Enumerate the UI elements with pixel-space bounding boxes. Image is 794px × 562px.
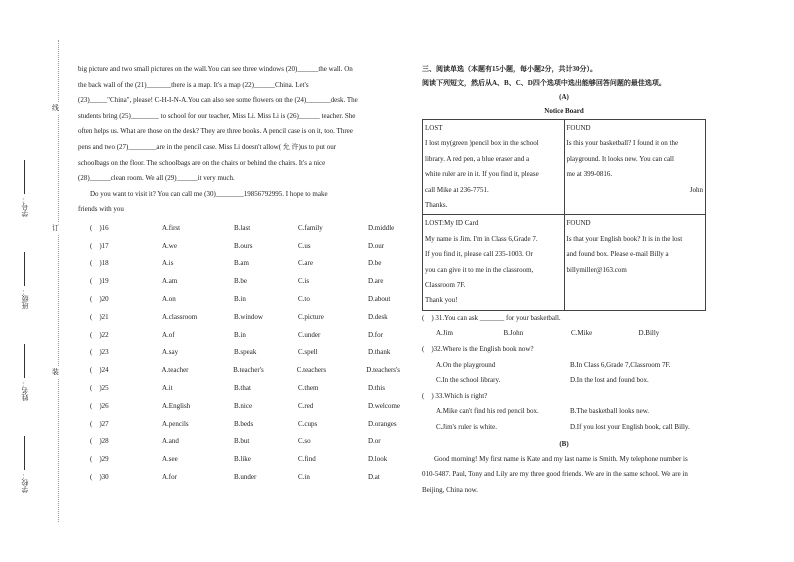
notice-line: white ruler are in it. If you find it, please (425, 170, 539, 179)
option-d: D.look (368, 455, 388, 464)
notice-line: library. A red pen, a blue eraser and a (425, 154, 530, 163)
binding-margin (0, 0, 72, 562)
option-b: B.speak (234, 348, 257, 357)
notice-board-title: Notice Board (544, 107, 584, 115)
question-number[interactable]: ( )21 (90, 312, 109, 321)
option-row-21 (78, 308, 400, 326)
option-c: C.them (298, 384, 319, 392)
option-a: A.on (162, 295, 176, 304)
notice-line: Thanks. (425, 201, 448, 210)
option-d: D.for (368, 330, 383, 339)
question-number[interactable]: ( )16 (90, 223, 109, 232)
option-row-16 (78, 219, 400, 237)
notice-line: Classroom 7F. (425, 281, 466, 290)
part-b-heading: (B) (559, 439, 569, 448)
option-c: C.are (298, 259, 313, 268)
option-row-20 (78, 290, 400, 308)
notice-line: Thank you! (425, 296, 458, 305)
option-a: A.is (162, 259, 174, 268)
option-c: C.under (298, 330, 321, 339)
option-a: A.of (162, 330, 175, 339)
question-33[interactable]: ( ) 33.Which is right? (422, 391, 488, 400)
cloze-line: students bring (25)________ to school for our teacher, Miss Li. Miss Li is (26)______ teacher. She (78, 111, 356, 120)
option-b: B.but (234, 437, 250, 446)
notice-found-english-book (564, 215, 706, 310)
notice-line: and found box. Please e-mail Billy a (566, 250, 669, 259)
option-c: C.in (298, 472, 310, 481)
number-label: 学号： (21, 196, 29, 217)
school-field[interactable] (20, 436, 30, 493)
option-c: C.us (298, 241, 311, 250)
option-b: B.under (234, 472, 257, 481)
option-a: A.Jim (436, 329, 453, 338)
binding-char-1: 线 (52, 104, 59, 112)
option-row-26 (78, 397, 400, 415)
option-a: A.On the playground (436, 360, 496, 369)
option-b: B.that (234, 384, 251, 392)
option-c: C.In the school library. (436, 376, 501, 385)
cloze-line: pens and two (27)________are in the pencil case. Miss Li doesn't allow( 允 许)us to put our (78, 142, 337, 151)
option-a: A.see (162, 455, 178, 464)
question-33-options-row-1 (422, 404, 706, 420)
question-31[interactable]: ( ) 31.You can ask _______ for your basketball. (422, 313, 561, 322)
binding-char-3: 装 (52, 368, 59, 376)
option-a: A.Mike can't find his red pencil box. (436, 407, 539, 416)
option-row-27 (78, 415, 400, 433)
option-b: B.teacher's (233, 366, 264, 375)
option-c: C.picture (298, 312, 324, 321)
section-instructions: 阅读下列短文，然后从A、B、C、D四个选项中选出能够回答问题的最佳选项。 (422, 79, 666, 87)
option-c: C.cups (298, 419, 318, 428)
option-d: D.at (368, 472, 380, 481)
option-c: C.to (298, 295, 310, 304)
part-a-heading: (A) (559, 93, 569, 101)
notice-line: me at 399-0816. (566, 170, 613, 179)
option-a: A.first (162, 223, 181, 232)
binding-char-2: 订 (52, 224, 59, 232)
passage-b-line: Good morning! My first name is Kate and my last name is Smith. My telephone number is (434, 454, 688, 463)
option-c: C.red (297, 401, 314, 410)
option-b: B.In Class 6,Grade 7,Classroom 7F. (570, 360, 671, 369)
option-row-25 (78, 379, 400, 397)
question-number[interactable]: ( )26 (90, 401, 109, 410)
closing-line: Do you want to visit it? You can call me (30)________19856792995. I hope to make (90, 189, 328, 198)
option-a: A.and (162, 437, 179, 446)
option-d: D.In the lost and found box. (570, 376, 649, 385)
notice-signature: John (689, 185, 703, 194)
options-list (78, 219, 400, 486)
notice-line: My name is Jim. I'm in Class 6,Grade 7. (425, 234, 538, 243)
option-row-19 (78, 272, 400, 290)
option-b: B.window (234, 312, 263, 321)
question-number[interactable]: ( )27 (90, 419, 109, 428)
name-field[interactable] (20, 344, 30, 401)
option-b: B.nice (233, 401, 253, 410)
option-b: B.in (234, 330, 246, 339)
option-d: D.middle (368, 223, 395, 232)
option-d: D.Billy (638, 329, 660, 338)
question-number[interactable]: ( )20 (90, 295, 109, 304)
option-row-28 (78, 433, 400, 451)
option-b: B.John (503, 329, 524, 338)
cloze-line: (23)_____"China", please! C-H-I-N-A.You can also see some flowers on the (24)_______desk. The (78, 96, 358, 105)
option-c: C.teachers (296, 366, 327, 375)
question-number[interactable]: ( )17 (90, 241, 109, 250)
school-label: 学校： (21, 472, 29, 493)
option-row-23 (78, 344, 400, 362)
option-b: B.am (234, 259, 249, 268)
option-d: D.thank (368, 348, 391, 357)
cloze-line: (28)______clean room. We all (29)______it very much. (78, 174, 235, 183)
notice-lost-pencil-box (423, 120, 565, 215)
option-row-24 (78, 361, 400, 379)
option-c: C.find (298, 455, 316, 464)
question-number[interactable]: ( )28 (90, 437, 109, 446)
question-number[interactable]: ( )18 (90, 259, 109, 268)
option-c: C.Jim's ruler is white. (436, 423, 497, 432)
question-number[interactable]: ( )22 (90, 330, 109, 339)
notice-line: playground. It looks new. You can call (566, 154, 674, 163)
option-row-29 (78, 450, 400, 468)
right-column (422, 62, 706, 498)
question-32[interactable]: ( )32.Where is the English book now? (422, 345, 534, 354)
option-b: B.last (234, 223, 251, 232)
option-a: A.English (161, 401, 191, 410)
option-a: A.for (162, 472, 177, 481)
option-b: B.be (234, 277, 248, 286)
notice-line: FOUND (566, 219, 591, 228)
question-number[interactable]: ( )29 (90, 455, 109, 464)
option-b: B.like (234, 455, 251, 464)
question-number[interactable]: ( )19 (90, 277, 109, 286)
option-row-30 (78, 468, 400, 486)
option-c: C.Mike (571, 329, 593, 338)
option-d: D.welcome (367, 401, 401, 410)
left-column (78, 62, 400, 486)
option-b: B.ours (234, 241, 253, 250)
closing-line: friends with you (78, 205, 124, 214)
option-d: D.about (368, 295, 391, 304)
notice-line: call Mike at 236-7751. (425, 185, 489, 194)
option-c: C.so (298, 437, 311, 446)
option-d: D.be (368, 259, 382, 268)
cloze-line: big picture and two small pictures on the wall.You can see three windows (20)______the wall. On (78, 65, 353, 73)
notice-line: FOUND (566, 124, 591, 132)
class-field[interactable] (20, 252, 30, 309)
question-number[interactable]: ( )30 (90, 472, 109, 481)
option-a: A.teacher (161, 366, 189, 375)
class-label: 班级： (21, 288, 29, 309)
option-c: C.family (298, 223, 323, 232)
cloze-line: often helps us. What are those on the desk? They are three books. A pencil case is on it, too. Three (78, 127, 353, 136)
notice-line: billymiller@163.com (566, 265, 627, 274)
option-a: A.we (162, 241, 177, 250)
question-number[interactable]: ( )25 (90, 384, 109, 392)
option-d: D.this (368, 384, 385, 392)
question-31-options (422, 326, 706, 342)
option-b: B.in (234, 295, 246, 304)
option-d: D.If you lost your English book, call Billy. (570, 423, 690, 432)
option-d: D.desk (368, 312, 388, 321)
notice-line: If you find it, please call 235-1003. Or (425, 250, 533, 259)
option-c: C.is (298, 277, 310, 286)
cloze-line: schoolbags on the floor. The schoolbags are on the chairs or behind the chairs. It's a nice (78, 158, 326, 167)
notice-line: you can give it to me in the classroom, (425, 265, 534, 274)
option-d: D.teachers's (366, 366, 400, 375)
notice-line: LOST (425, 124, 443, 132)
question-number[interactable]: ( )24 (89, 366, 109, 375)
option-a: A.pencils (162, 419, 189, 428)
option-c: C.spell (298, 348, 318, 357)
question-32-options-row-2 (422, 373, 706, 389)
option-a: A.classroom (162, 312, 198, 321)
option-d: D.or (368, 437, 381, 446)
option-row-18 (78, 255, 400, 273)
option-a: A.say (162, 348, 179, 357)
number-field[interactable] (20, 160, 30, 217)
notice-line: I lost my(green )pencil box in the school (425, 139, 539, 148)
option-d: D.are (368, 277, 384, 286)
option-b: B.beds (234, 419, 254, 428)
question-33-options-row-2 (422, 420, 706, 436)
notice-line: Is that your English book? It is in the lost (566, 234, 683, 243)
question-number[interactable]: ( )23 (90, 348, 109, 357)
option-a: A.am (162, 277, 178, 286)
passage-b-line: Beijing, China now. (422, 485, 478, 494)
option-d: D.our (368, 241, 385, 250)
name-label: 姓名： (21, 380, 29, 401)
passage-b-line: 010-5487. Paul, Tony and Lily are my three good friends. We are in the same school. We are in (422, 470, 688, 479)
section-title: 三、阅读单选（本题有15小题，每小题2分，共计30分）。 (422, 65, 597, 73)
option-row-22 (78, 326, 400, 344)
option-b: B.The basketball looks new. (570, 407, 650, 416)
notice-line: LOST:My ID Card (425, 219, 479, 228)
question-32-options-row-1 (422, 358, 706, 374)
notice-line: Is this your basketball? I found it on the (566, 139, 679, 148)
cloze-line: the back wall of the (21)_______there is a map. It's a map (22)______China. Let's (78, 80, 309, 89)
option-d: D.oranges (368, 419, 397, 428)
option-row-17 (78, 237, 400, 255)
notice-found-basketball (564, 120, 706, 215)
notice-board-table (422, 119, 706, 311)
option-a: A.it (162, 384, 173, 392)
notice-lost-id-card (423, 215, 565, 310)
